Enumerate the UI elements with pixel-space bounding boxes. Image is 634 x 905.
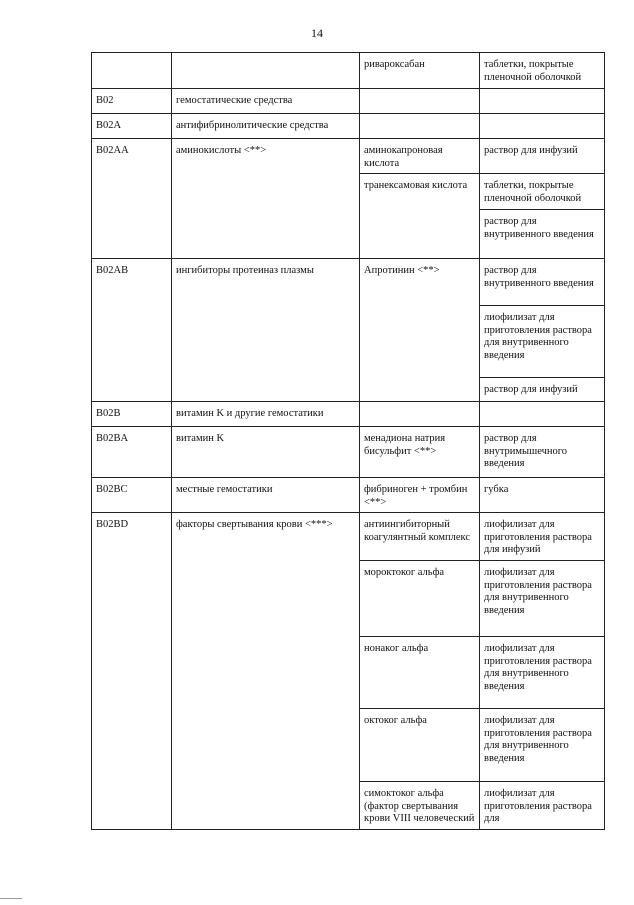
drug-name-cell: транексамовая кислота: [360, 174, 480, 259]
dosage-form-cell: лиофилизат для приготовления раствора для внутривенного введения: [480, 637, 605, 709]
dosage-form-cell: раствор для инфузий: [480, 378, 605, 402]
group-name-cell: ингибиторы протеиназ плазмы: [172, 259, 360, 402]
atc-code-cell: B02AB: [92, 259, 172, 402]
group-name-cell: местные гемостатики: [172, 478, 360, 513]
atc-code-cell: [92, 53, 172, 89]
atc-code-cell: B02B: [92, 402, 172, 427]
table-row: [92, 259, 605, 306]
dosage-form-cell: губка: [480, 478, 605, 513]
dosage-form-cell: [480, 114, 605, 139]
table-row: [92, 89, 605, 114]
drug-name-cell: [360, 89, 480, 114]
drug-name-cell: [360, 402, 480, 427]
dosage-form-cell: раствор для внутримышечного введения: [480, 427, 605, 478]
dosage-form-cell: раствор для инфузий: [480, 139, 605, 174]
page-number: 14: [311, 26, 323, 40]
dosage-form-cell: таблетки, покрытые пленочной оболочкой: [480, 174, 605, 210]
dosage-form-cell: лиофилизат для приготовления раствора для внутривенного введения: [480, 709, 605, 782]
group-name-cell: [172, 53, 360, 89]
dosage-form-cell: лиофилизат для приготовления раствора для внутривенного введения: [480, 561, 605, 637]
dosage-form-cell: лиофилизат для приготовления раствора для: [480, 782, 605, 830]
atc-code-cell: B02AA: [92, 139, 172, 259]
table-row: [92, 513, 605, 561]
drug-name-cell: антиингибиторный коагулянтный комплекс: [360, 513, 480, 561]
drug-name-cell: симоктоког альфа (фактор свертывания крови VIII человеческий: [360, 782, 480, 830]
atc-code-cell: B02BD: [92, 513, 172, 830]
dosage-form-cell: раствор для внутривенного введения: [480, 210, 605, 259]
dosage-form-cell: раствор для внутривенного введения: [480, 259, 605, 306]
atc-code-cell: B02: [92, 89, 172, 114]
atc-code-cell: B02A: [92, 114, 172, 139]
atc-code-cell: B02BC: [92, 478, 172, 513]
dosage-form-cell: [480, 402, 605, 427]
table-row: [92, 402, 605, 427]
group-name-cell: витамин K: [172, 427, 360, 478]
group-name-cell: аминокислоты <**>: [172, 139, 360, 259]
drug-registry-table: [91, 52, 605, 830]
dosage-form-cell: лиофилизат для приготовления раствора для инфузий: [480, 513, 605, 561]
table-row: [92, 114, 605, 139]
table-row: [92, 427, 605, 478]
footer-rule: [0, 898, 22, 899]
drug-name-cell: нонаког альфа: [360, 637, 480, 709]
table-row: [92, 53, 605, 89]
group-name-cell: антифибринолитические средства: [172, 114, 360, 139]
dosage-form-cell: [480, 89, 605, 114]
group-name-cell: гемостатические средства: [172, 89, 360, 114]
dosage-form-cell: лиофилизат для приготовления раствора для внутривенного введения: [480, 306, 605, 378]
atc-code-cell: B02BA: [92, 427, 172, 478]
group-name-cell: факторы свертывания крови <***>: [172, 513, 360, 830]
drug-name-cell: мороктоког альфа: [360, 561, 480, 637]
drug-name-cell: менадиона натрия бисульфит <**>: [360, 427, 480, 478]
drug-name-cell: аминокапроновая кислота: [360, 139, 480, 174]
dosage-form-cell: таблетки, покрытые пленочной оболочкой: [480, 53, 605, 89]
drug-name-cell: Апротинин <**>: [360, 259, 480, 402]
table-row: [92, 139, 605, 174]
table-row: [92, 478, 605, 513]
drug-name-cell: октоког альфа: [360, 709, 480, 782]
drug-name-cell: фибриноген + тромбин <**>: [360, 478, 480, 513]
group-name-cell: витамин K и другие гемостатики: [172, 402, 360, 427]
drug-name-cell: [360, 114, 480, 139]
drug-name-cell: ривароксабан: [360, 53, 480, 89]
